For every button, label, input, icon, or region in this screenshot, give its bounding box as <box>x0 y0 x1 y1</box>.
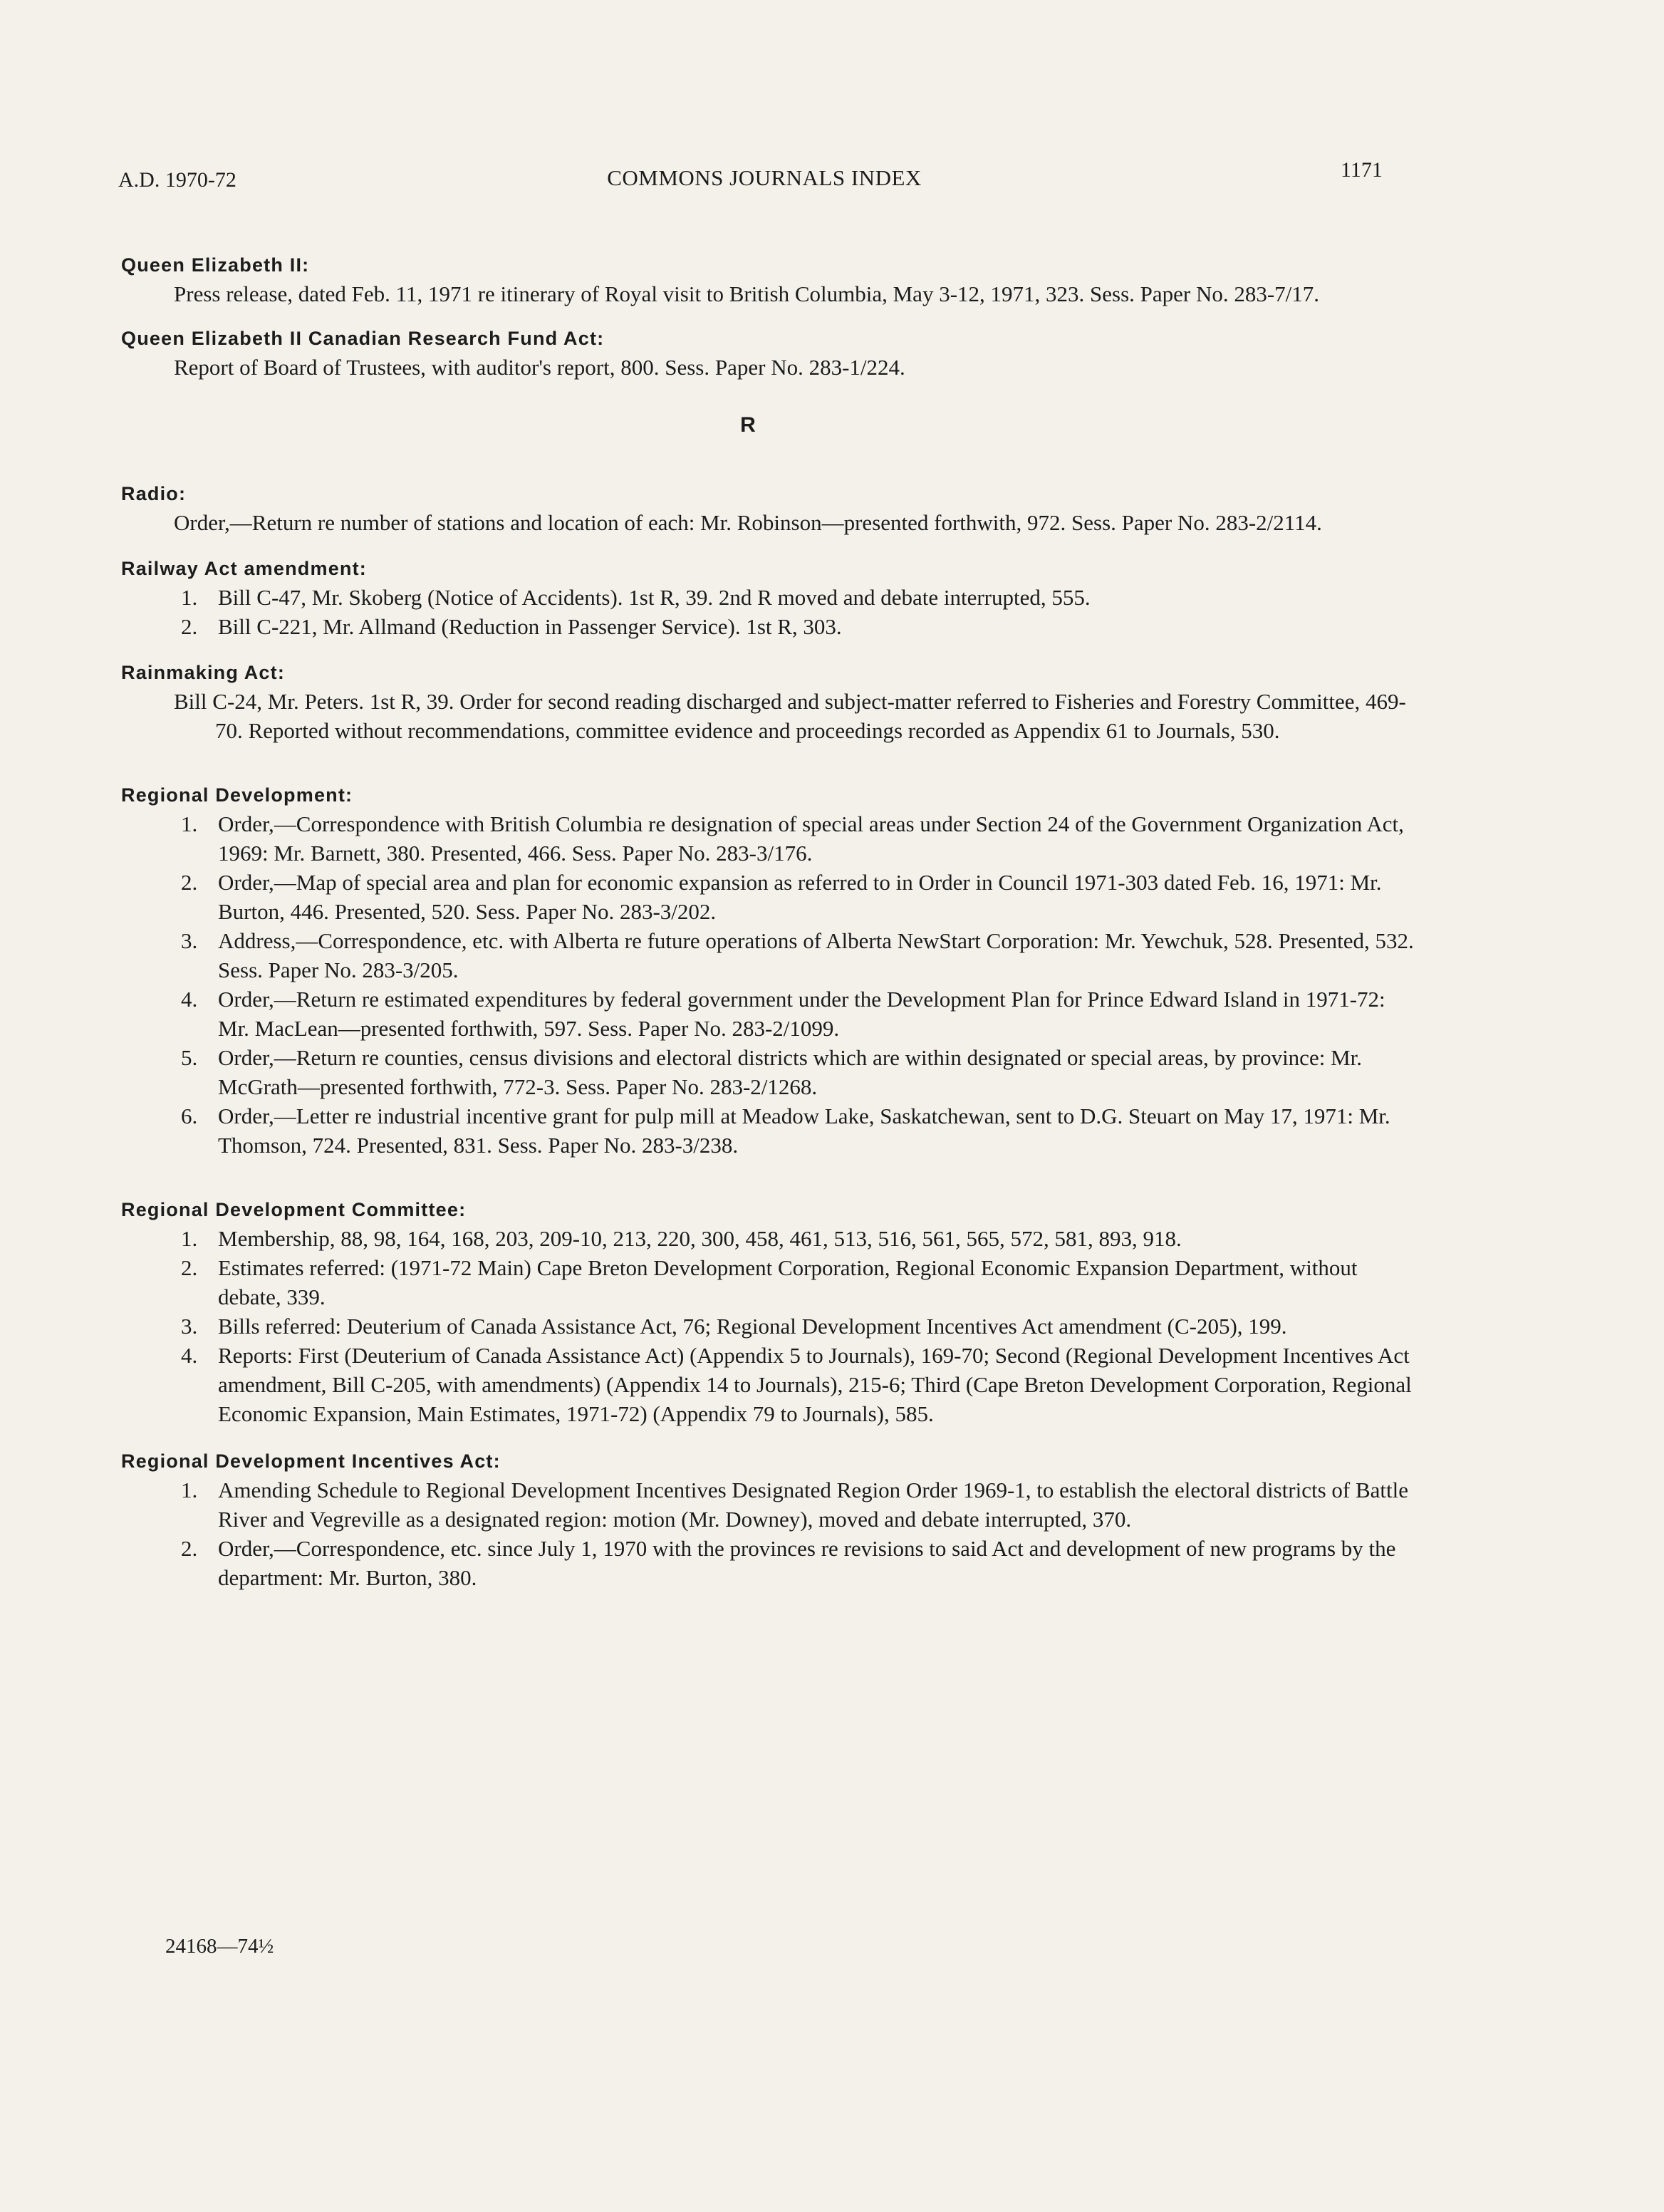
entry-heading: Rainmaking Act: <box>121 662 286 683</box>
entry-text: Bill C-24, Mr. Peters. 1st R, 39. Order for second reading discharged and subject-matter referred to Fisheries and Forestry Committee, 469-70. Reported without recommendations, committee evidence and proceedings recorded as Appendix 61 to Journals, 530. <box>174 689 1406 743</box>
printer-code: 24168—74½ <box>165 1935 274 1958</box>
entry-heading: Queen Elizabeth II Canadian Research Fund Act: <box>121 328 605 349</box>
entry-heading: Radio: <box>121 483 187 504</box>
list-item <box>121 1341 1418 1428</box>
item-number: 1. <box>181 1478 198 1502</box>
entry-items <box>121 1475 1418 1592</box>
item-text: Order,—Return re estimated expenditures by federal government under the Development Plan for Prince Edward Island in 1971-72: Mr. MacLean—presented forthwith, 597. Sess. Paper No. 283-2/1099. <box>218 987 1385 1041</box>
item-number: 4. <box>181 987 198 1012</box>
entry-heading: Queen Elizabeth II: <box>121 254 310 276</box>
item-text: Amending Schedule to Regional Development Incentives Designated Region Order 1969-1, to establish the electoral districts of Battle River and Vegreville as a designated region: motion (Mr. Downey), moved and debate interrupted, 370. <box>218 1478 1408 1532</box>
item-text: Bills referred: Deuterium of Canada Assistance Act, 76; Regional Development Incentives Act amendment (C-205), 199. <box>218 1314 1287 1339</box>
item-text: Address,—Correspondence, etc. with Alberta re future operations of Alberta NewStart Corporation: Mr. Yewchuk, 528. Presented, 532. Sess. Paper No. 283-3/205. <box>218 928 1414 982</box>
section-letter: R <box>740 413 756 437</box>
index-entry <box>121 479 1418 537</box>
list-item <box>121 583 1418 612</box>
header-date-range: A.D. 1970-72 <box>118 168 236 192</box>
list-item <box>121 1534 1418 1592</box>
list-item <box>121 612 1418 641</box>
item-text: Order,—Correspondence with British Columbia re designation of special areas under Section 24 of the Government Organization Act, 1969: Mr. Barnett, 380. Presented, 466. Sess. Paper No. 283-3/176. <box>218 811 1404 866</box>
index-entry <box>121 554 1418 641</box>
entry-heading: Railway Act amendment: <box>121 558 367 579</box>
item-number: 5. <box>181 1045 198 1070</box>
item-number: 6. <box>181 1104 198 1128</box>
item-text: Estimates referred: (1971-72 Main) Cape Breton Development Corporation, Regional Economic Expansion Department, without debate, 339. <box>218 1255 1358 1309</box>
index-entry <box>121 1447 1418 1592</box>
list-item <box>121 926 1418 985</box>
list-item <box>121 1224 1418 1253</box>
item-number: 1. <box>181 811 198 836</box>
item-number: 3. <box>181 928 198 953</box>
item-number: 1. <box>181 585 198 610</box>
list-item <box>121 1043 1418 1101</box>
list-item <box>121 1253 1418 1312</box>
index-entry <box>121 324 1418 382</box>
list-item <box>121 985 1418 1043</box>
index-entry <box>121 658 1418 745</box>
item-number: 1. <box>181 1226 198 1251</box>
index-entry <box>121 1195 1418 1428</box>
list-item <box>121 809 1418 868</box>
list-item <box>121 1312 1418 1341</box>
item-number: 3. <box>181 1314 198 1339</box>
entry-items <box>121 583 1418 641</box>
entry-heading: Regional Development: <box>121 784 353 806</box>
entry-items <box>121 1224 1418 1428</box>
list-item <box>121 1101 1418 1160</box>
index-content <box>121 251 1418 1592</box>
list-item <box>121 868 1418 926</box>
list-item <box>121 1475 1418 1534</box>
entry-text: Press release, dated Feb. 11, 1971 re itinerary of Royal visit to British Columbia, May 3-12, 1971, 323. Sess. Paper No. 283-7/17. <box>174 281 1320 306</box>
item-text: Bill C-221, Mr. Allmand (Reduction in Passenger Service). 1st R, 303. <box>218 614 842 639</box>
entry-items <box>121 809 1418 1160</box>
item-text: Order,—Return re counties, census divisions and electoral districts which are within designated or special areas, by province: Mr. McGrath—presented forthwith, 772-3. Sess. Paper No. 283-2/1268. <box>218 1045 1362 1099</box>
item-text: Order,—Letter re industrial incentive grant for pulp mill at Meadow Lake, Saskatchewan, sent to D.G. Steuart on May 17, 1971: Mr. Thomson, 724. Presented, 831. Sess. Paper No. 283-3/238. <box>218 1104 1390 1158</box>
item-text: Order,—Map of special area and plan for economic expansion as referred to in Order in Council 1971-303 dated Feb. 16, 1971: Mr. Burton, 446. Presented, 520. Sess. Paper No. 283-3/202. <box>218 870 1382 924</box>
item-text: Bill C-47, Mr. Skoberg (Notice of Accidents). 1st R, 39. 2nd R moved and debate interrupted, 555. <box>218 585 1091 610</box>
item-number: 2. <box>181 870 198 895</box>
entry-text: Order,—Return re number of stations and location of each: Mr. Robinson—presented forthwith, 972. Sess. Paper No. 283-2/2114. <box>174 510 1322 535</box>
entry-heading: Regional Development Committee: <box>121 1199 467 1220</box>
index-entry <box>121 251 1418 308</box>
item-number: 2. <box>181 614 198 639</box>
entry-text: Report of Board of Trustees, with auditor's report, 800. Sess. Paper No. 283-1/224. <box>174 355 905 380</box>
entry-heading: Regional Development Incentives Act: <box>121 1450 501 1472</box>
index-entry <box>121 781 1418 1160</box>
page-number: 1171 <box>1341 158 1383 182</box>
item-number: 2. <box>181 1255 198 1280</box>
item-number: 4. <box>181 1343 198 1368</box>
header-title: COMMONS JOURNALS INDEX <box>607 165 922 190</box>
item-text: Order,—Correspondence, etc. since July 1, 1970 with the provinces re revisions to said Act and development of new programs by the department: Mr. Burton, 380. <box>218 1536 1396 1590</box>
item-text: Membership, 88, 98, 164, 168, 203, 209-10, 213, 220, 300, 458, 461, 513, 516, 561, 565, 572, 581, 893, 918. <box>218 1226 1182 1251</box>
item-number: 2. <box>181 1536 198 1561</box>
item-text: Reports: First (Deuterium of Canada Assistance Act) (Appendix 5 to Journals), 169-70; Second (Regional Development Incentives Act amendment, Bill C-205, with amendments) (Appendix 14 to Journals), 215-6; Third (Cape Breton Development Corporation, Regional Economic Expansion, Main Estimates, 1971-72) (Appendix 79 to Journals), 585. <box>218 1343 1412 1426</box>
